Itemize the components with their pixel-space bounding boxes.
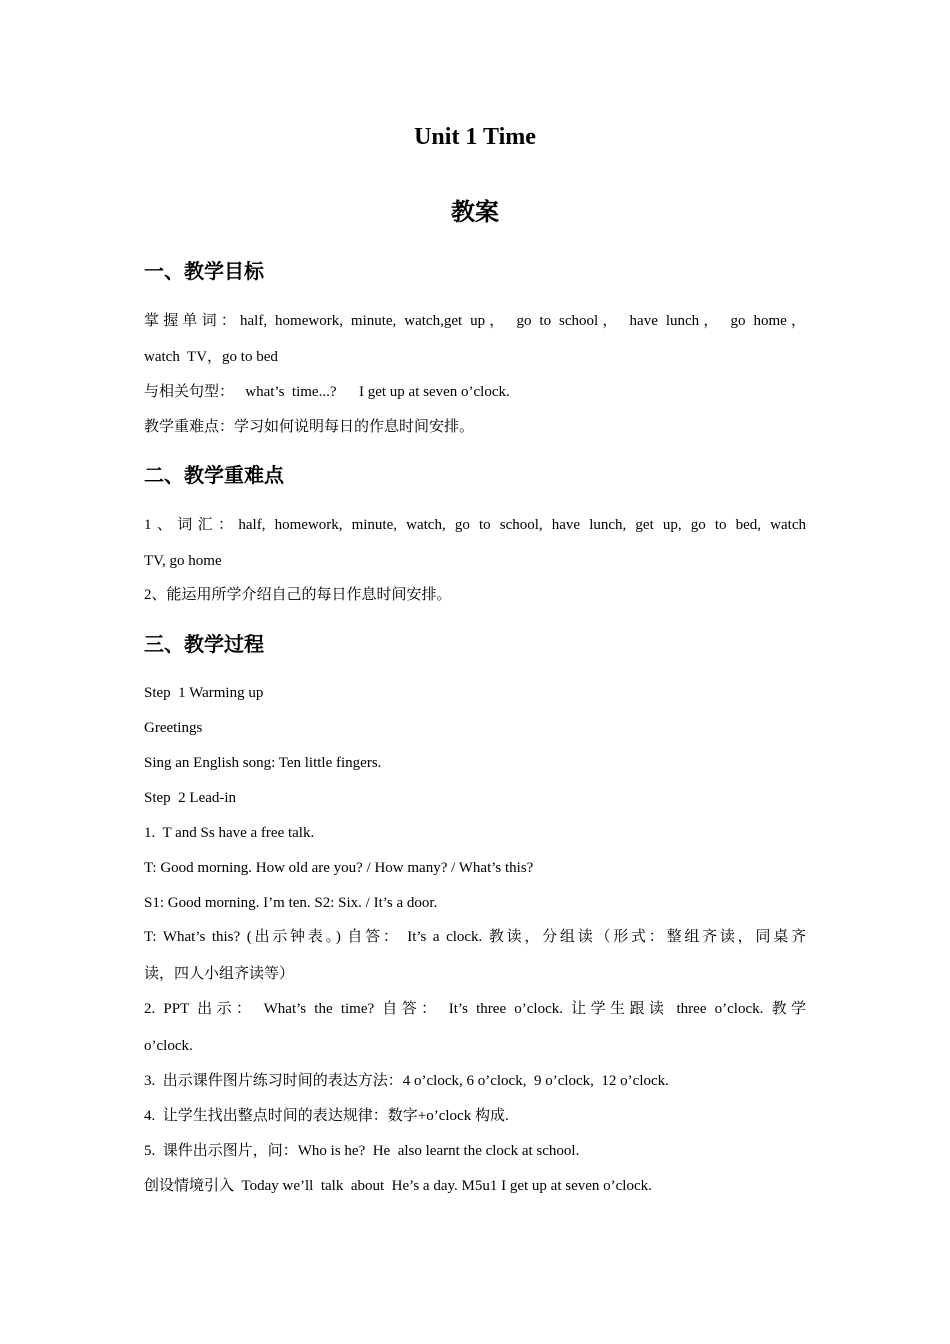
text-line: 3. 出示课件图片练习时间的表达方法：4 o’clock, 6 o’clock, 9 o’clock, 12 o’clock. (144, 1073, 669, 1089)
text-line: 4. 让学生找出整点时间的表达规律：数字+o’clock 构成. (144, 1108, 509, 1124)
text-line: 教学重难点：学习如何说明每日的作息时间安排。 (144, 419, 475, 435)
text-line: 1、词汇：half, homework, minute, watch, go to school, have lunch, get up, go to bed, watch (144, 517, 806, 533)
text-line: 2. PPT 出示： What’s the time? 自答： It’s three o’clock. 让学生跟读 three o’clock. 教学 (144, 1001, 806, 1017)
text-line: 读，四人小组齐读等） (144, 966, 295, 982)
text-line: 掌握单词：half, homework, minute, watch,get up， go to school， have lunch， go home， (144, 313, 806, 329)
section-heading-key-points: 二、教学重难点 (144, 463, 284, 487)
text-line: 创设情境引入 Today we’ll talk about He’s a day. M5u1 I get up at seven o’clock. (144, 1178, 652, 1194)
text-line: watch TV，go to bed (144, 349, 278, 365)
section-heading-objectives: 一、教学目标 (144, 259, 264, 283)
text-line: S1: Good morning. I’m ten. S2: Six. / It’s a door. (144, 895, 438, 911)
section-heading-process: 三、教学过程 (144, 632, 264, 656)
text-line: Sing an English song: Ten little fingers. (144, 755, 382, 771)
text-line: Step 1 Warming up (144, 685, 264, 701)
text-line: 2、能运用所学介绍自己的每日作息时间安排。 (144, 587, 452, 603)
text-line: Greetings (144, 720, 203, 736)
text-line: T: What’s this? (出示钟表。) 自答： It’s a clock. 教读，分组读（形式：整组齐读，同桌齐 (144, 929, 806, 945)
document-subtitle: 教案 (451, 198, 499, 226)
text-line: 5. 课件出示图片，问：Who is he? He also learnt the clock at school. (144, 1143, 580, 1159)
text-line: Step 2 Lead-in (144, 790, 237, 806)
text-line: TV, go home (144, 553, 222, 569)
text-line: T: Good morning. How old are you? / How many? / What’s this? (144, 860, 534, 876)
document-title: Unit 1 Time (414, 124, 536, 150)
text-line: 与相关句型： what’s time...? I get up at seven o’clock. (144, 384, 510, 400)
text-line: 1. T and Ss have a free talk. (144, 825, 315, 841)
text-line: o’clock. (144, 1038, 193, 1054)
